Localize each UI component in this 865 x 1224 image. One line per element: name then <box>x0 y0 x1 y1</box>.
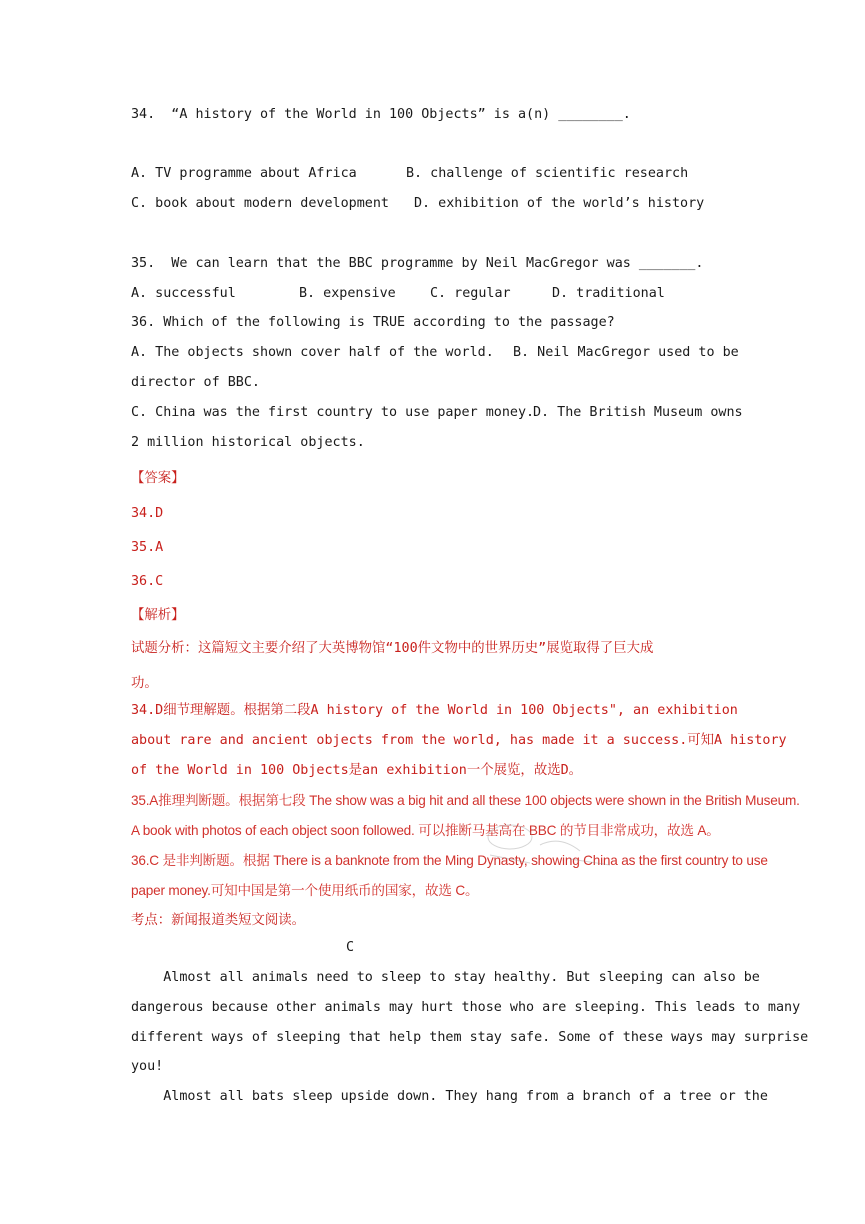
q36-option-b: B. Neil MacGregor used to be <box>513 345 739 360</box>
q34-option-b: B. challenge of scientific research <box>406 166 689 181</box>
analysis-35-line-1: 35.A推理判断题。根据第七段 The show was a big hit and all these 100 objects were shown in the British Museum. <box>131 793 800 808</box>
passage-p1-line-4: you! <box>131 1059 164 1074</box>
analysis-36-line-1: 36.C 是非判断题。根据 There is a banknote from the Ming Dynasty, showing China as the first country to use <box>131 853 768 868</box>
answer-item-34: 34.D <box>131 506 164 521</box>
analysis-intro-line-1: 试题分析：这篇短文主要介绍了大英博物馆“100件文物中的世界历史”展览取得了巨大成 <box>131 641 654 656</box>
passage-p1-line-1: Almost all animals need to sleep to stay healthy. But sleeping can also be <box>131 970 760 985</box>
q36-option-b-cont: director of BBC. <box>131 375 260 390</box>
q34-option-d: D. exhibition of the world’s history <box>414 196 705 211</box>
analysis-header: 【解析】 <box>131 608 185 623</box>
q34-option-c: C. book about modern development <box>131 196 389 211</box>
analysis-35-line-2: A book with photos of each object soon followed. 可以推断马基高在 BBC 的节目非常成功，故选 A。 <box>131 823 720 838</box>
analysis-34-line-3: of the World in 100 Objects是an exhibition一个展览，故选D。 <box>131 763 583 778</box>
q34-option-a: A. TV programme about Africa <box>131 166 357 181</box>
passage-letter: C <box>346 940 355 955</box>
watermark-stamp <box>470 815 620 875</box>
analysis-kaodian: 考点：新闻报道类短文阅读。 <box>131 913 306 928</box>
analysis-intro-line-2: 功。 <box>131 676 158 691</box>
q34-stem: 34. “A history of the World in 100 Objects” is a(n) ________. <box>131 107 631 122</box>
q36-option-c: C. China was the first country to use paper money. <box>131 405 535 420</box>
analysis-34-line-1: 34.D细节理解题。根据第二段A history of the World in 100 Objects", an exhibition <box>131 703 738 718</box>
answer-header: 【答案】 <box>131 471 185 486</box>
q35-option-b: B. expensive <box>299 286 396 301</box>
q36-stem: 36. Which of the following is TRUE according to the passage? <box>131 315 615 330</box>
q36-option-d-cont: 2 million historical objects. <box>131 435 365 450</box>
q35-option-d: D. traditional <box>552 286 665 301</box>
q35-option-c: C. regular <box>430 286 511 301</box>
analysis-34-line-2: about rare and ancient objects from the world, has made it a success.可知A history <box>131 733 787 748</box>
answer-item-36: 36.C <box>131 574 164 589</box>
passage-p1-line-2: dangerous because other animals may hurt those who are sleeping. This leads to many <box>131 1000 801 1015</box>
passage-p2-line-1: Almost all bats sleep upside down. They hang from a branch of a tree or the <box>131 1089 768 1104</box>
answer-item-35: 35.A <box>131 540 164 555</box>
q35-option-a: A. successful <box>131 286 236 301</box>
analysis-36-line-2: paper money.可知中国是第一个使用纸币的国家，故选 C。 <box>131 883 479 898</box>
passage-p1-line-3: different ways of sleeping that help them stay safe. Some of these ways may surprise <box>131 1030 809 1045</box>
q35-stem: 35. We can learn that the BBC programme by Neil MacGregor was _______. <box>131 256 704 271</box>
q36-option-a: A. The objects shown cover half of the world. <box>131 345 494 360</box>
q36-option-d: D. The British Museum owns <box>533 405 743 420</box>
